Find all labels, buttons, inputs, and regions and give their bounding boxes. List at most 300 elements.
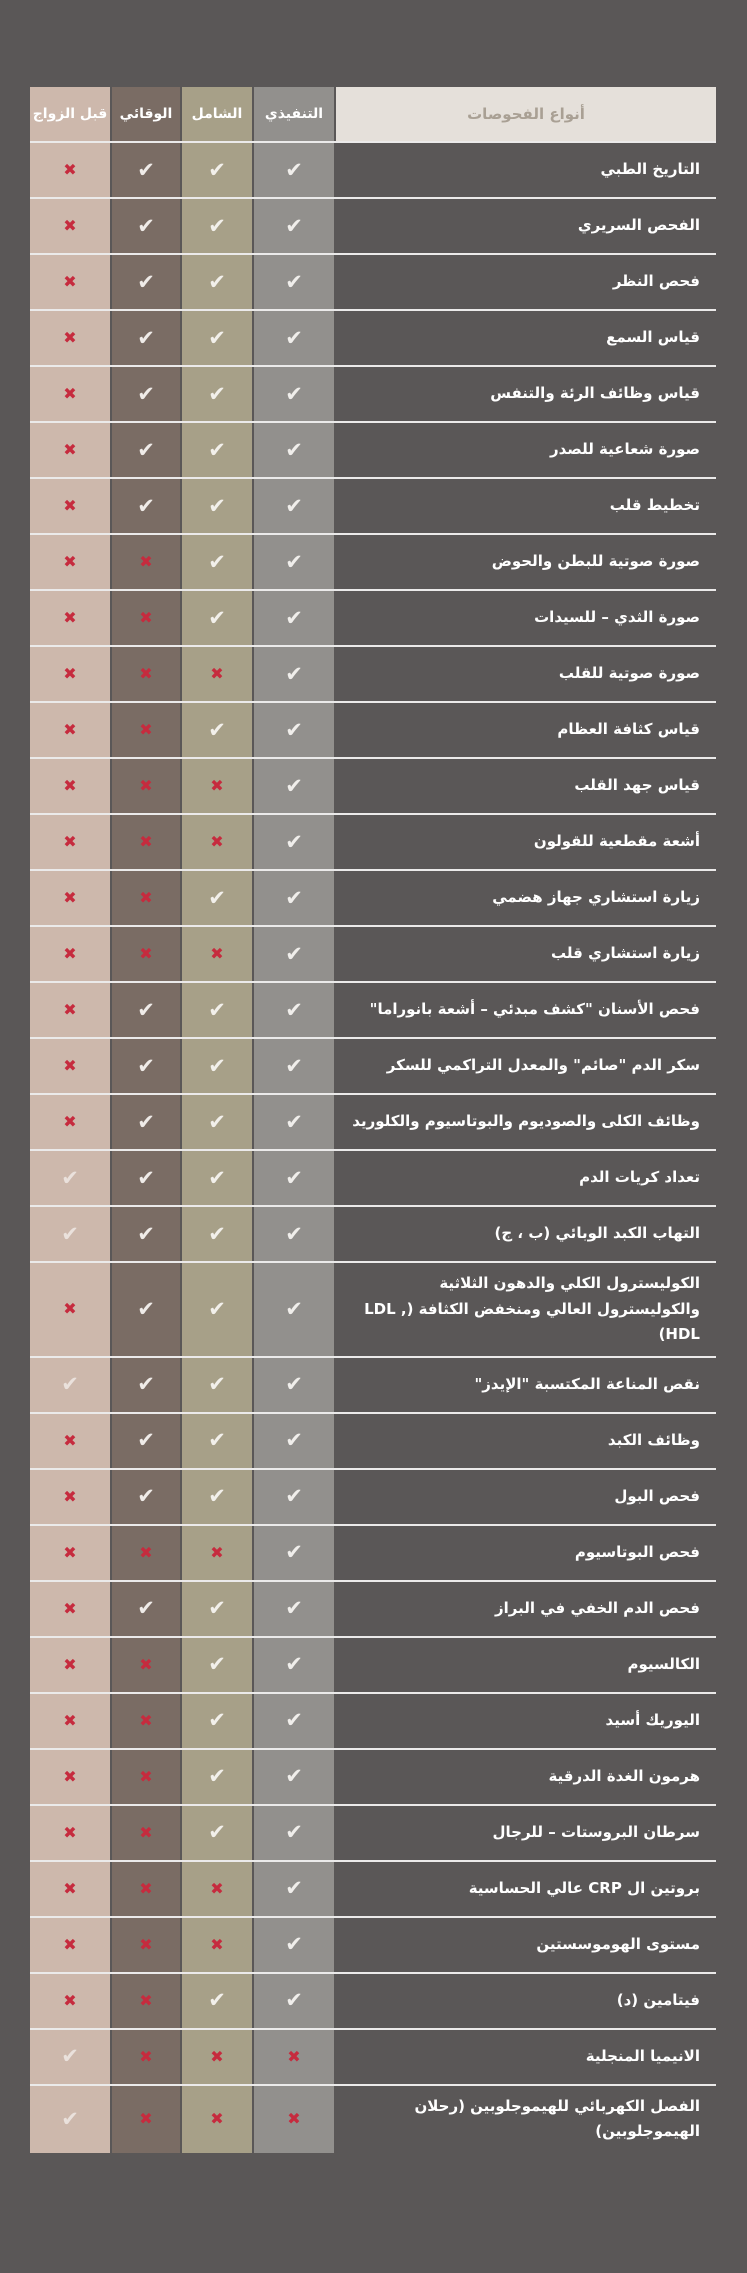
preventive-mark-cell xyxy=(112,1358,180,1412)
check-icon: ✔ xyxy=(285,1296,303,1321)
comprehensive-mark-cell xyxy=(182,703,252,757)
comprehensive-mark-cell xyxy=(182,255,252,309)
check-icon: ✔ xyxy=(285,1109,303,1134)
cross-icon: ✖ xyxy=(139,1766,153,1786)
cross-icon: ✖ xyxy=(287,2109,301,2128)
executive-mark-cell xyxy=(254,255,334,309)
cross-icon: ✖ xyxy=(139,664,153,683)
check-icon: ✔ xyxy=(208,1708,226,1732)
table-row xyxy=(30,703,716,759)
premarital-mark-cell xyxy=(30,1918,110,1972)
preventive-mark-cell xyxy=(112,1414,180,1468)
preventive-mark-cell xyxy=(112,255,180,309)
check-icon: ✔ xyxy=(208,1053,226,1078)
preventive-mark-cell xyxy=(112,479,180,533)
preventive-mark-cell xyxy=(112,311,180,365)
cross-icon: ✖ xyxy=(210,1542,224,1562)
check-icon: ✔ xyxy=(137,381,155,406)
cross-icon: ✖ xyxy=(210,2109,224,2128)
tests-header-cell: أنواع الفحوصات xyxy=(336,87,716,141)
check-icon: ✔ xyxy=(61,1221,79,1246)
table-row xyxy=(30,1470,716,1526)
preventive-mark-cell xyxy=(112,759,180,813)
comprehensive-mark-cell xyxy=(182,815,252,869)
premarital-mark-cell xyxy=(30,311,110,365)
table-row xyxy=(30,479,716,535)
table-row xyxy=(30,143,716,199)
cross-icon: ✖ xyxy=(63,1430,77,1450)
cross-icon: ✖ xyxy=(63,1299,77,1319)
table-row xyxy=(30,1974,716,2030)
cross-icon: ✖ xyxy=(139,944,153,963)
table-row xyxy=(30,423,716,479)
comprehensive-mark-cell xyxy=(182,1694,252,1748)
premarital-mark-cell xyxy=(30,1207,110,1261)
table-row xyxy=(30,927,716,983)
table-row xyxy=(30,199,716,255)
test-name: أشعة مقطعية للقولون xyxy=(533,832,700,851)
check-icon: ✔ xyxy=(285,717,303,742)
check-icon: ✔ xyxy=(208,493,226,518)
executive-mark-cell xyxy=(254,2030,334,2084)
test-name: زيارة استشاري قلب xyxy=(551,944,700,963)
comprehensive-mark-cell xyxy=(182,647,252,701)
cross-icon: ✖ xyxy=(139,1822,153,1842)
table-row xyxy=(30,1806,716,1862)
test-name: فيتامين (د) xyxy=(616,1990,700,2009)
cross-icon: ✖ xyxy=(139,1654,153,1674)
preventive-mark-cell xyxy=(112,1918,180,1972)
premarital-mark-cell xyxy=(30,703,110,757)
check-icon: ✔ xyxy=(61,1165,79,1190)
executive-mark-cell xyxy=(254,759,334,813)
check-icon: ✔ xyxy=(285,829,303,854)
comprehensive-mark-cell xyxy=(182,1750,252,1804)
cross-icon: ✖ xyxy=(287,2046,301,2066)
check-icon: ✔ xyxy=(137,437,155,462)
comprehensive-mark-cell xyxy=(182,199,252,253)
check-icon: ✔ xyxy=(208,1484,226,1508)
cross-icon: ✖ xyxy=(210,2046,224,2066)
executive-mark-cell xyxy=(254,1806,334,1860)
cross-icon: ✖ xyxy=(139,720,153,739)
check-icon: ✔ xyxy=(285,1652,303,1676)
test-name: سرطان البروستات – للرجال xyxy=(492,1822,700,1841)
table-row xyxy=(30,591,716,647)
comprehensive-mark-cell xyxy=(182,1263,252,1356)
cross-icon: ✖ xyxy=(210,1878,224,1898)
test-name: فحص الأسنان "كشف مبدئي – أشعة بانوراما" xyxy=(369,1000,700,1019)
cross-icon: ✖ xyxy=(63,1654,77,1674)
cross-icon: ✖ xyxy=(63,496,77,515)
check-icon: ✔ xyxy=(285,1708,303,1732)
table-header xyxy=(30,87,716,143)
premarital-mark-cell xyxy=(30,1582,110,1636)
premarital-mark-cell xyxy=(30,1750,110,1804)
cross-icon: ✖ xyxy=(63,608,77,627)
cross-icon: ✖ xyxy=(139,2109,153,2128)
cross-icon: ✖ xyxy=(63,272,77,291)
table-row xyxy=(30,311,716,367)
cross-icon: ✖ xyxy=(139,1934,153,1954)
executive-mark-cell xyxy=(254,1582,334,1636)
cross-icon: ✖ xyxy=(63,1990,77,2010)
cross-icon: ✖ xyxy=(139,552,153,571)
test-name: صورة صوتية للقلب xyxy=(558,664,700,683)
table-row xyxy=(30,2086,716,2153)
executive-mark-cell xyxy=(254,199,334,253)
cross-icon: ✖ xyxy=(210,776,224,795)
test-name: اليوريك أسيد xyxy=(605,1710,700,1729)
premarital-mark-cell xyxy=(30,1095,110,1149)
cross-icon: ✖ xyxy=(63,1056,77,1075)
check-icon: ✔ xyxy=(208,885,226,910)
check-icon: ✔ xyxy=(285,381,303,406)
cross-icon: ✖ xyxy=(63,384,77,403)
test-name: صورة شعاعية للصدر xyxy=(550,440,700,459)
comprehensive-mark-cell xyxy=(182,1918,252,1972)
executive-mark-cell xyxy=(254,983,334,1037)
preventive-mark-cell xyxy=(112,367,180,421)
cross-icon: ✖ xyxy=(63,1766,77,1786)
check-icon: ✔ xyxy=(285,157,303,182)
premarital-mark-cell xyxy=(30,1151,110,1205)
cross-icon: ✖ xyxy=(63,776,77,795)
test-name: قياس جهد القلب xyxy=(574,776,700,795)
check-icon: ✔ xyxy=(285,661,303,686)
cross-icon: ✖ xyxy=(210,1934,224,1954)
preventive-mark-cell xyxy=(112,1263,180,1356)
executive-mark-cell xyxy=(254,1039,334,1093)
comprehensive-mark-cell xyxy=(182,2086,252,2153)
check-icon: ✔ xyxy=(137,1296,155,1321)
cross-icon: ✖ xyxy=(63,216,77,235)
comprehensive-mark-cell xyxy=(182,591,252,645)
table-row xyxy=(30,1582,716,1638)
check-icon: ✔ xyxy=(285,1876,303,1900)
executive-mark-cell xyxy=(254,703,334,757)
test-name: مستوى الهوموسستين xyxy=(536,1934,700,1953)
premarital-column-label: قبل الزواج xyxy=(32,106,108,122)
cross-icon: ✖ xyxy=(63,664,77,683)
preventive-mark-cell xyxy=(112,535,180,589)
test-name: فحص البول xyxy=(614,1486,700,1505)
test-name: وظائف الكلى والصوديوم والبوتاسيوم والكلوريد xyxy=(352,1112,700,1131)
cross-icon: ✖ xyxy=(63,944,77,963)
cross-icon: ✖ xyxy=(63,440,77,459)
cross-icon: ✖ xyxy=(139,1542,153,1562)
check-icon: ✔ xyxy=(137,1428,155,1452)
cross-icon: ✖ xyxy=(63,1486,77,1506)
test-name: سكر الدم "صائم" والمعدل التراكمي للسكر xyxy=(386,1056,700,1075)
premarital-mark-cell xyxy=(30,815,110,869)
executive-mark-cell xyxy=(254,591,334,645)
test-name: هرمون الغدة الدرقية xyxy=(548,1766,700,1785)
cross-icon: ✖ xyxy=(63,832,77,851)
executive-mark-cell xyxy=(254,1918,334,1972)
preventive-mark-cell xyxy=(112,1694,180,1748)
test-name: التهاب الكبد الوبائي (ب ، ج) xyxy=(494,1224,700,1243)
check-icon: ✔ xyxy=(285,997,303,1022)
check-icon: ✔ xyxy=(208,1652,226,1676)
premarital-mark-cell xyxy=(30,1039,110,1093)
preventive-mark-cell xyxy=(112,143,180,197)
test-name: صورة صوتية للبطن والحوض xyxy=(491,552,700,571)
table-body xyxy=(30,143,716,2153)
table-row xyxy=(30,1750,716,1806)
premarital-mark-cell xyxy=(30,759,110,813)
preventive-mark-cell xyxy=(112,591,180,645)
executive-mark-cell xyxy=(254,927,334,981)
test-name: تخطيط قلب xyxy=(609,496,700,515)
preventive-mark-cell xyxy=(112,1039,180,1093)
executive-mark-cell xyxy=(254,1358,334,1412)
check-icon: ✔ xyxy=(208,1988,226,2012)
check-icon: ✔ xyxy=(208,717,226,742)
check-icon: ✔ xyxy=(137,157,155,182)
cross-icon: ✖ xyxy=(139,608,153,627)
test-name: قياس وظائف الرئة والتنفس xyxy=(490,384,700,403)
cross-icon: ✖ xyxy=(63,1934,77,1954)
executive-mark-cell xyxy=(254,1526,334,1580)
check-icon: ✔ xyxy=(285,325,303,350)
table-row xyxy=(30,647,716,703)
cross-icon: ✖ xyxy=(63,552,77,571)
premarital-mark-cell xyxy=(30,983,110,1037)
premarital-mark-cell xyxy=(30,927,110,981)
executive-mark-cell xyxy=(254,871,334,925)
comprehensive-mark-cell xyxy=(182,983,252,1037)
preventive-mark-cell xyxy=(112,1207,180,1261)
check-icon: ✔ xyxy=(285,1540,303,1564)
premarital-mark-cell xyxy=(30,367,110,421)
preventive-mark-cell xyxy=(112,647,180,701)
comprehensive-mark-cell xyxy=(182,1151,252,1205)
check-icon: ✔ xyxy=(208,437,226,462)
check-icon: ✔ xyxy=(285,213,303,238)
premarital-mark-cell xyxy=(30,2086,110,2153)
executive-mark-cell xyxy=(254,1694,334,1748)
cross-icon: ✖ xyxy=(139,1878,153,1898)
check-icon: ✔ xyxy=(285,1221,303,1246)
premarital-mark-cell xyxy=(30,423,110,477)
cross-icon: ✖ xyxy=(63,1822,77,1842)
preventive-mark-cell xyxy=(112,871,180,925)
test-name: الفحص السريري xyxy=(577,216,700,235)
check-icon: ✔ xyxy=(285,1596,303,1620)
comprehensive-mark-cell xyxy=(182,2030,252,2084)
header-cell-premarital xyxy=(30,87,110,141)
check-icon: ✔ xyxy=(61,2106,79,2131)
table-row xyxy=(30,1414,716,1470)
comprehensive-mark-cell xyxy=(182,927,252,981)
test-name: وظائف الكبد xyxy=(607,1430,700,1449)
executive-mark-cell xyxy=(254,367,334,421)
check-icon: ✔ xyxy=(285,1053,303,1078)
test-name: قياس كثافة العظام xyxy=(557,720,700,739)
check-icon: ✔ xyxy=(137,213,155,238)
comprehensive-mark-cell xyxy=(182,535,252,589)
premarital-mark-cell xyxy=(30,1638,110,1692)
check-icon: ✔ xyxy=(285,437,303,462)
preventive-mark-cell xyxy=(112,423,180,477)
executive-mark-cell xyxy=(254,1974,334,2028)
cross-icon: ✖ xyxy=(63,1878,77,1898)
executive-mark-cell xyxy=(254,1207,334,1261)
checkup-packages-comparison-table xyxy=(30,87,716,2153)
executive-mark-cell xyxy=(254,311,334,365)
cross-icon: ✖ xyxy=(139,888,153,907)
comprehensive-mark-cell xyxy=(182,1207,252,1261)
executive-mark-cell xyxy=(254,143,334,197)
cross-icon: ✖ xyxy=(139,832,153,851)
comprehensive-mark-cell xyxy=(182,1039,252,1093)
preventive-mark-cell xyxy=(112,1862,180,1916)
check-icon: ✔ xyxy=(285,549,303,574)
check-icon: ✔ xyxy=(208,1165,226,1190)
cross-icon: ✖ xyxy=(63,1112,77,1131)
check-icon: ✔ xyxy=(285,605,303,630)
check-icon: ✔ xyxy=(208,1428,226,1452)
table-row xyxy=(30,367,716,423)
comprehensive-mark-cell xyxy=(182,1414,252,1468)
executive-mark-cell xyxy=(254,1263,334,1356)
premarital-mark-cell xyxy=(30,1358,110,1412)
executive-mark-cell xyxy=(254,423,334,477)
check-icon: ✔ xyxy=(137,269,155,294)
preventive-mark-cell xyxy=(112,1095,180,1149)
preventive-mark-cell xyxy=(112,1526,180,1580)
preventive-mark-cell xyxy=(112,983,180,1037)
table-row xyxy=(30,1526,716,1582)
premarital-mark-cell xyxy=(30,1694,110,1748)
test-name: فحص النظر xyxy=(612,272,700,291)
executive-mark-cell xyxy=(254,1095,334,1149)
cross-icon: ✖ xyxy=(210,944,224,963)
table-row xyxy=(30,1263,716,1358)
check-icon: ✔ xyxy=(137,997,155,1022)
table-row xyxy=(30,1918,716,1974)
check-icon: ✔ xyxy=(208,269,226,294)
check-icon: ✔ xyxy=(285,1165,303,1190)
preventive-mark-cell xyxy=(112,815,180,869)
header-cell-comprehensive xyxy=(182,87,252,141)
premarital-mark-cell xyxy=(30,479,110,533)
premarital-mark-cell xyxy=(30,1526,110,1580)
premarital-mark-cell xyxy=(30,2030,110,2084)
check-icon: ✔ xyxy=(208,325,226,350)
executive-mark-cell xyxy=(254,1470,334,1524)
check-icon: ✔ xyxy=(285,1764,303,1788)
test-name: قياس السمع xyxy=(606,328,700,347)
check-icon: ✔ xyxy=(137,1484,155,1508)
preventive-mark-cell xyxy=(112,927,180,981)
check-icon: ✔ xyxy=(137,1109,155,1134)
test-name: فحص البوتاسيوم xyxy=(574,1542,700,1561)
table-row xyxy=(30,1358,716,1414)
table-row xyxy=(30,1638,716,1694)
cross-icon: ✖ xyxy=(139,1710,153,1730)
executive-column-label: التنفيذي xyxy=(264,106,324,122)
header-cell-preventive xyxy=(112,87,180,141)
comprehensive-mark-cell xyxy=(182,479,252,533)
executive-mark-cell xyxy=(254,1414,334,1468)
cross-icon: ✖ xyxy=(139,776,153,795)
check-icon: ✔ xyxy=(285,941,303,966)
preventive-mark-cell xyxy=(112,1806,180,1860)
comprehensive-mark-cell xyxy=(182,759,252,813)
table-row xyxy=(30,1039,716,1095)
check-icon: ✔ xyxy=(285,1932,303,1956)
premarital-mark-cell xyxy=(30,591,110,645)
table-row xyxy=(30,1095,716,1151)
check-icon: ✔ xyxy=(208,1109,226,1134)
table-row xyxy=(30,815,716,871)
preventive-mark-cell xyxy=(112,1582,180,1636)
check-icon: ✔ xyxy=(137,1372,155,1396)
executive-mark-cell xyxy=(254,1151,334,1205)
table-row xyxy=(30,1207,716,1263)
check-icon: ✔ xyxy=(208,213,226,238)
check-icon: ✔ xyxy=(137,325,155,350)
check-icon: ✔ xyxy=(208,997,226,1022)
executive-mark-cell xyxy=(254,535,334,589)
check-icon: ✔ xyxy=(137,1165,155,1190)
comprehensive-mark-cell xyxy=(182,423,252,477)
cross-icon: ✖ xyxy=(139,1990,153,2010)
test-name: صورة الثدي – للسيدات xyxy=(534,608,700,627)
check-icon: ✔ xyxy=(285,773,303,798)
comprehensive-mark-cell xyxy=(182,367,252,421)
preventive-column-label: الوقائي xyxy=(119,106,173,122)
cross-icon: ✖ xyxy=(63,1000,77,1019)
test-name: التاريخ الطبي xyxy=(600,160,700,179)
cross-icon: ✖ xyxy=(210,664,224,683)
preventive-mark-cell xyxy=(112,199,180,253)
header-cell-executive xyxy=(254,87,334,141)
premarital-mark-cell xyxy=(30,535,110,589)
test-name: نقص المناعة المكتسبة "الإيدز" xyxy=(474,1374,700,1393)
check-icon: ✔ xyxy=(285,1988,303,2012)
cross-icon: ✖ xyxy=(63,888,77,907)
table-row xyxy=(30,535,716,591)
table-row xyxy=(30,759,716,815)
executive-mark-cell xyxy=(254,647,334,701)
premarital-mark-cell xyxy=(30,871,110,925)
check-icon: ✔ xyxy=(208,1764,226,1788)
table-row xyxy=(30,1694,716,1750)
preventive-mark-cell xyxy=(112,2086,180,2153)
test-name: بروتين ال CRP عالي الحساسية xyxy=(468,1878,700,1897)
check-icon: ✔ xyxy=(61,2044,79,2068)
check-icon: ✔ xyxy=(208,381,226,406)
comprehensive-mark-cell xyxy=(182,1974,252,2028)
check-icon: ✔ xyxy=(208,1372,226,1396)
comprehensive-mark-cell xyxy=(182,311,252,365)
table-row xyxy=(30,983,716,1039)
cross-icon: ✖ xyxy=(63,1710,77,1730)
comprehensive-mark-cell xyxy=(182,1806,252,1860)
check-icon: ✔ xyxy=(208,549,226,574)
table-row xyxy=(30,255,716,311)
check-icon: ✔ xyxy=(208,1296,226,1321)
check-icon: ✔ xyxy=(285,885,303,910)
comprehensive-mark-cell xyxy=(182,1582,252,1636)
preventive-mark-cell xyxy=(112,1974,180,2028)
preventive-mark-cell xyxy=(112,2030,180,2084)
check-icon: ✔ xyxy=(285,1484,303,1508)
cross-icon: ✖ xyxy=(210,832,224,851)
